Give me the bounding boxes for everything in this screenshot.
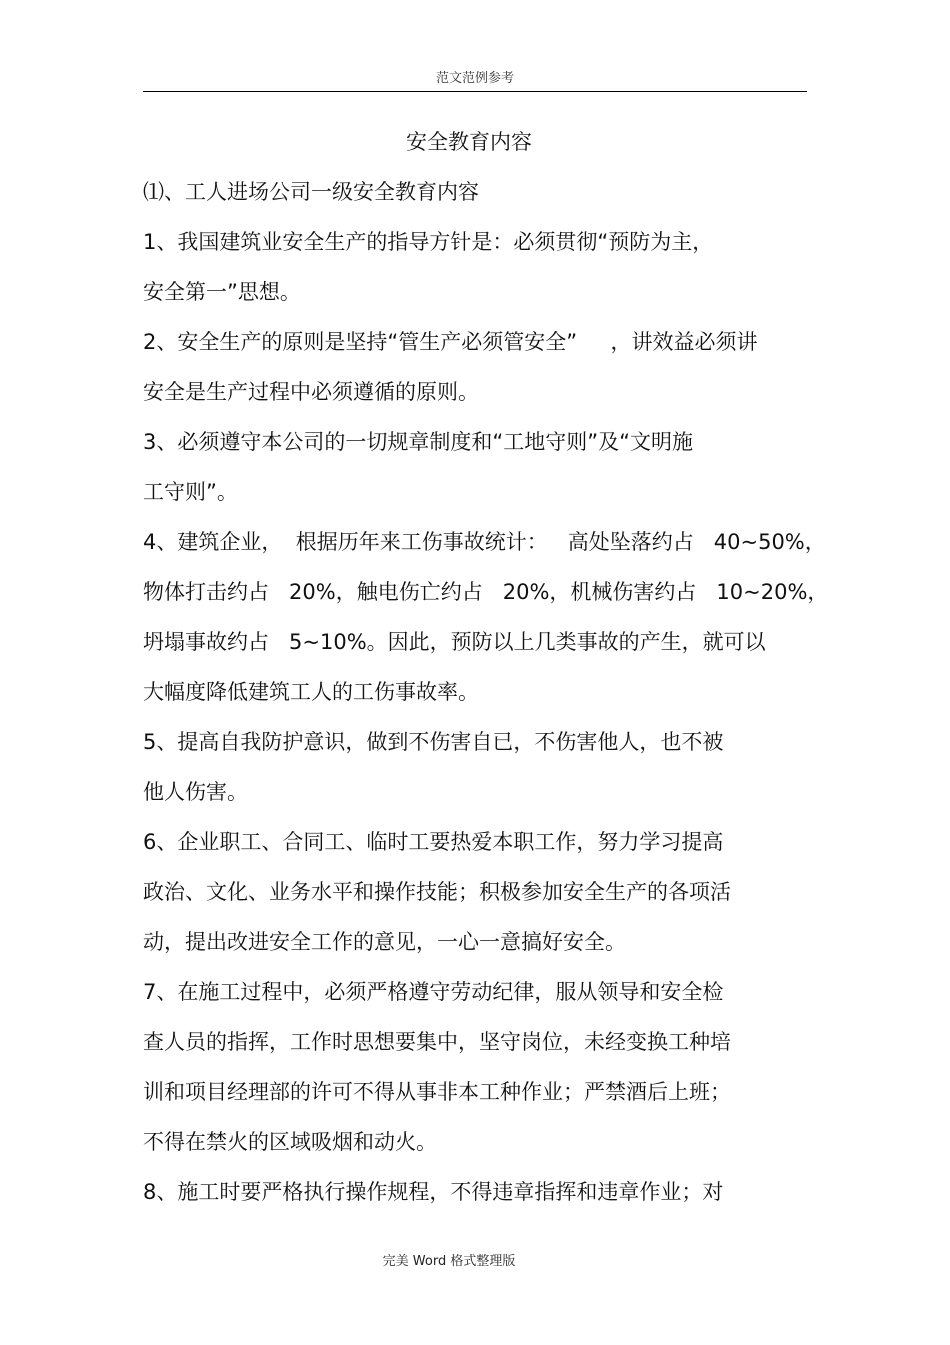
paragraph-line: 3、必须遵守本公司的一切规章制度和“工地守则”及“文明施 <box>143 430 693 454</box>
paragraph-line: 安全是生产过程中必须遵循的原则。 <box>143 380 479 404</box>
paragraph-line: 坍塌事故约占 5~10%。因此，预防以上几类事故的产生，就可以 <box>143 630 766 654</box>
paragraph-line: 8、施工时要严格执行操作规程，不得违章指挥和违章作业；对 <box>143 1180 724 1204</box>
paragraph-line: 查人员的指挥，工作时思想要集中，坚守岗位，未经变换工种培 <box>143 1030 731 1054</box>
paragraph-line: 政治、文化、业务水平和操作技能；积极参加安全生产的各项活 <box>143 880 731 904</box>
paragraph-line: 物体打击约占 20%，触电伤亡约占 20%，机械伤害约占 10~20%， <box>143 580 829 604</box>
paragraph-line: 2、安全生产的原则是坚持“管生产必须管安全” ，讲效益必须讲 <box>143 330 758 354</box>
paragraph-line: 安全第一”思想。 <box>143 280 301 304</box>
paragraph-line: 训和项目经理部的许可不得从事非本工种作业；严禁酒后上班； <box>143 1080 731 1104</box>
paragraph-line: 1、我国建筑业安全生产的指导方针是：必须贯彻“预防为主， <box>143 230 714 254</box>
footer-text: 完美 Word 格式整理版 <box>382 1254 516 1269</box>
document-title: 安全教育内容 <box>406 130 532 154</box>
paragraph-line: 5、提高自我防护意识，做到不伤害自已，不伤害他人，也不被 <box>143 730 724 754</box>
paragraph-line: 4、建筑企业， 根据历年来工伤事故统计： 高处坠落约占 40~50%， <box>143 530 826 554</box>
paragraph-line: 7、在施工过程中，必须严格遵守劳动纪律，服从领导和安全检 <box>143 980 724 1004</box>
paragraph-line: 6、企业职工、合同工、临时工要热爱本职工作，努力学习提高 <box>143 830 724 854</box>
paragraph-line: 不得在禁火的区域吸烟和动火。 <box>143 1130 437 1154</box>
paragraph-line: 大幅度降低建筑工人的工伤事故率。 <box>143 680 479 704</box>
paragraph-line: 工守则”。 <box>143 480 238 504</box>
paragraph-line: 动，提出改进安全工作的意见，一心一意搞好安全。 <box>143 930 626 954</box>
section-heading: ⑴、工人进场公司一级安全教育内容 <box>143 180 479 204</box>
header-text: 范文范例参考 <box>435 71 514 86</box>
header-divider <box>143 91 807 92</box>
paragraph-line: 他人伤害。 <box>143 780 248 804</box>
